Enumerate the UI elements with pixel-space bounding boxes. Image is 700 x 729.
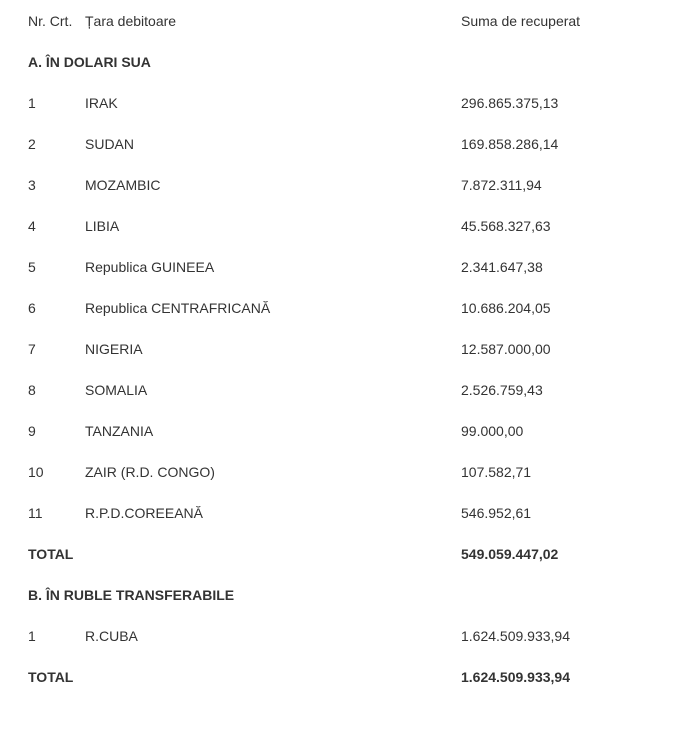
row-number: 5 bbox=[28, 258, 36, 275]
table-row bbox=[28, 410, 690, 451]
amount-cell: 10.686.204,05 bbox=[461, 299, 551, 316]
amount-cell: 99.000,00 bbox=[461, 422, 524, 439]
country-cell: R.P.D.COREEANĂ bbox=[85, 504, 203, 521]
table-row bbox=[28, 123, 690, 164]
section-header-b bbox=[28, 574, 690, 615]
country-cell: ZAIR (R.D. CONGO) bbox=[85, 463, 215, 480]
country-cell: SOMALIA bbox=[85, 381, 148, 398]
row-number: 11 bbox=[28, 504, 43, 521]
row-number: 9 bbox=[28, 422, 36, 439]
table-header bbox=[28, 0, 690, 41]
amount-cell: 169.858.286,14 bbox=[461, 135, 559, 152]
amount-cell: 1.624.509.933,94 bbox=[461, 627, 570, 644]
amount-cell: 45.568.327,63 bbox=[461, 217, 551, 234]
country-cell: Republica GUINEEA bbox=[85, 258, 215, 275]
country-cell: SUDAN bbox=[85, 135, 135, 152]
row-number: 1 bbox=[28, 94, 36, 111]
row-number: 6 bbox=[28, 299, 36, 316]
row-number: 10 bbox=[28, 463, 44, 480]
row-number: 7 bbox=[28, 340, 36, 357]
section-title: A. ÎN DOLARI SUA bbox=[28, 53, 151, 70]
column-header-nr: Nr. Crt. bbox=[28, 12, 73, 29]
table-row bbox=[28, 451, 690, 492]
country-cell: NIGERIA bbox=[85, 340, 143, 357]
total-row-a bbox=[28, 533, 690, 574]
section-header-a bbox=[28, 41, 690, 82]
country-cell: Republica CENTRAFRICANĂ bbox=[85, 299, 271, 316]
country-cell: LIBIA bbox=[85, 217, 120, 234]
table-row bbox=[28, 205, 690, 246]
total-row-b bbox=[28, 656, 690, 697]
table-row bbox=[28, 246, 690, 287]
amount-cell: 2.341.647,38 bbox=[461, 258, 543, 275]
row-number: 1 bbox=[28, 627, 36, 644]
country-cell: IRAK bbox=[85, 94, 118, 111]
amount-cell: 2.526.759,43 bbox=[461, 381, 543, 398]
amount-cell: 12.587.000,00 bbox=[461, 340, 551, 357]
total-amount: 1.624.509.933,94 bbox=[461, 668, 570, 685]
section-title: B. ÎN RUBLE TRANSFERABILE bbox=[28, 586, 235, 603]
table-row bbox=[28, 287, 690, 328]
amount-cell: 7.872.311,94 bbox=[461, 176, 542, 193]
row-number: 2 bbox=[28, 135, 36, 152]
total-label: TOTAL bbox=[28, 545, 74, 562]
table-row bbox=[28, 492, 690, 533]
amount-cell: 296.865.375,13 bbox=[461, 94, 559, 111]
row-number: 3 bbox=[28, 176, 36, 193]
country-cell: TANZANIA bbox=[85, 422, 154, 439]
table-row bbox=[28, 369, 690, 410]
amount-cell: 107.582,71 bbox=[461, 463, 532, 480]
country-cell: R.CUBA bbox=[85, 627, 138, 644]
table-row bbox=[28, 82, 690, 123]
amount-cell: 546.952,61 bbox=[461, 504, 532, 521]
table-row bbox=[28, 328, 690, 369]
table-row bbox=[28, 164, 690, 205]
row-number: 8 bbox=[28, 381, 36, 398]
total-amount: 549.059.447,02 bbox=[461, 545, 559, 562]
table-row bbox=[28, 615, 690, 656]
column-header-country: Țara debitoare bbox=[85, 12, 177, 29]
column-header-amount: Suma de recuperat bbox=[461, 12, 581, 29]
row-number: 4 bbox=[28, 217, 36, 234]
country-cell: MOZAMBIC bbox=[85, 176, 161, 193]
total-label: TOTAL bbox=[28, 668, 74, 685]
